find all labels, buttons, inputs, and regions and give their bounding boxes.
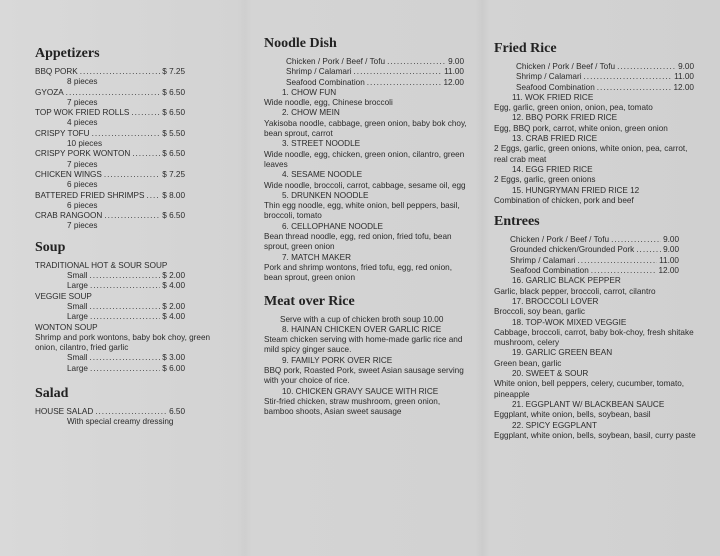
dish-name: 4. SESAME NOODLE	[282, 170, 363, 180]
price-row: Shrimp / Calamari ..... 11.00	[264, 67, 464, 77]
menu-item: GYOZA ..... $ 6.50	[35, 88, 185, 98]
dish-desc: Combination of chicken, pork and beef	[494, 195, 634, 205]
dish-name: 9. FAMILY PORK OVER RICE	[282, 355, 393, 365]
noodle-dishes	[264, 88, 469, 284]
menu-column-left	[35, 46, 235, 428]
meat-rice-intro: Serve with a cup of chicken broth soup 10.00	[280, 314, 444, 324]
dish-name: 15. HUNGRYMAN FRIED RICE 12	[512, 185, 640, 195]
dish-desc: Broccoli, soy bean, garlic	[494, 307, 586, 317]
dish-name: 16. GARLIC BLACK PEPPER	[512, 276, 621, 286]
dish-desc: Eggplant, white onion, bells, soybean, basil	[494, 410, 651, 420]
dish-name: 18. TOP-WOK MIXED VEGGIE	[512, 317, 627, 327]
dish-name: 12. BBQ PORK FRIED RICE	[512, 113, 618, 123]
dish-name: 13. CRAB FRIED RICE	[512, 134, 598, 144]
menu-item-qty: 10 pieces	[67, 139, 103, 149]
menu-item-qty: 7 pieces	[67, 221, 98, 231]
dish-desc: Cabbage, broccoli, carrot, baby bok-choy, fresh shitake mushroom, celery	[494, 327, 694, 348]
soup-list	[35, 261, 235, 374]
dish-desc: Egg, BBQ pork, carrot, white onion, green onion	[494, 123, 668, 133]
menu-item: CHICKEN WINGS ..... $ 7.25	[35, 170, 185, 180]
dish-desc: Thin egg noodle, egg, white onion, bell peppers, basil, broccoli, tomato	[264, 201, 460, 221]
menu-item-qty: 6 pieces	[67, 200, 98, 210]
dish-desc: Wide noodle, broccoli, carrot, cabbage, sesame oil, egg	[264, 180, 466, 190]
menu-column-middle	[264, 36, 474, 418]
fried-rice-dishes	[494, 93, 699, 206]
dish-name: 6. CELLOPHANE NOODLE	[282, 221, 384, 231]
menu-item-qty: 4 pieces	[67, 118, 98, 128]
menu-item-size: Small ..... $ 2.00	[35, 302, 185, 312]
fried-rice-price-list	[494, 62, 694, 93]
menu-item-qty: 6 pieces	[67, 180, 98, 190]
dish-desc: Yakisoba noodle, cabbage, green onion, baby bok choy, bean sprout, carrot	[264, 118, 467, 139]
menu-item: CRISPY TOFU ..... $ 5.50	[35, 129, 185, 139]
menu-item-qty: 7 pieces	[67, 159, 98, 169]
menu-item-name: WONTON SOUP	[35, 322, 98, 332]
dish-name: 22. SPICY EGGPLANT	[512, 420, 597, 430]
menu-item: CRISPY PORK WONTON ..... $ 6.50	[35, 149, 185, 159]
menu-item-size: Large ..... $ 4.00	[35, 312, 185, 322]
dish-name: 17. BROCCOLI LOVER	[512, 296, 599, 306]
dish-desc: Steam chicken serving with home-made garlic rice and mild spicy ginger sauce.	[264, 335, 463, 355]
menu-item-size: Large ..... $ 6.00	[35, 364, 185, 374]
dish-desc: Pork and shrimp wontons, fried tofu, egg, red onion, bean sprout, green onion	[264, 262, 452, 283]
price-row: Chicken / Pork / Beef / Tofu ..... 9.00	[494, 62, 694, 72]
noodle-price-list	[264, 57, 464, 88]
dish-desc: 2 Eggs, garlic, green onions, white onion, pea, carrot, real crab meat	[494, 144, 688, 164]
menu-item-qty: 8 pieces	[67, 77, 98, 87]
menu-item-name: VEGGIE SOUP	[35, 291, 92, 301]
entrees-dishes	[494, 276, 699, 441]
price-row: Grounded chicken/Grounded Pork ..... 9.00	[494, 245, 679, 255]
price-row: Seafood Combination ..... 12.00	[494, 266, 679, 276]
dish-name: 1. CHOW FUN	[282, 87, 337, 97]
dish-name: 19. GARLIC GREEN BEAN	[512, 348, 613, 358]
dish-name: 10. CHICKEN GRAVY SAUCE WITH RICE	[282, 386, 439, 396]
dish-desc: Garlic, black pepper, broccoli, carrot, cilantro	[494, 286, 656, 296]
dish-name: 21. EGGPLANT W/ BLACKBEAN SAUCE	[512, 399, 665, 409]
menu-item: BATTERED FRIED SHRIMPS ..... $ 8.00	[35, 191, 185, 201]
dish-desc: Stir-fried chicken, straw mushroom, green onion, bamboo shoots, Asian sweet sausage	[264, 396, 441, 417]
dish-name: 2. CHOW MEIN	[282, 108, 340, 118]
menu-item: TOP WOK FRIED ROLLS ..... $ 6.50	[35, 108, 185, 118]
meat-rice-heading: Meat over Rice	[264, 293, 355, 309]
dish-desc: Egg, garlic, green onion, onion, pea, tomato	[494, 103, 653, 113]
soup-heading: Soup	[35, 239, 66, 255]
dish-desc: Eggplant, white onion, bells, soybean, basil, curry paste	[494, 430, 696, 440]
menu-item: HOUSE SALAD ..... 6.50	[35, 407, 185, 417]
dish-name: 7. MATCH MAKER	[282, 252, 351, 262]
dish-name: 5. DRUNKEN NOODLE	[282, 190, 369, 200]
dish-desc: Wide noodle, egg, Chinese broccoli	[264, 98, 393, 108]
entrees-price-list	[494, 235, 679, 276]
meat-rice-dishes	[264, 315, 469, 418]
fried-rice-heading: Fried Rice	[494, 41, 557, 56]
price-row: Seafood Combination ..... 12.00	[264, 78, 464, 88]
menu-item-name: TRADITIONAL HOT & SOUR SOUP	[35, 260, 168, 270]
menu-column-right	[494, 41, 704, 441]
appetizers-heading: Appetizers	[35, 46, 100, 61]
dish-desc: Wide noodle, egg, chicken, green onion, cilantro, green leaves	[264, 149, 465, 169]
dish-name: 8. HAINAN CHICKEN OVER GARLIC RICE	[282, 324, 442, 334]
menu-item-size: Small ..... $ 3.00	[35, 353, 185, 363]
noodle-heading: Noodle Dish	[264, 36, 337, 51]
dish-desc: White onion, bell peppers, celery, cucumber, tomato, pineapple	[494, 379, 685, 399]
menu-item-qty: 7 pieces	[67, 97, 98, 107]
dish-name: 3. STREET NOODLE	[282, 139, 361, 149]
entrees-heading: Entrees	[494, 214, 540, 230]
dish-desc: Green bean, garlic	[494, 358, 562, 368]
dish-desc: Bean thread noodle, egg, red onion, fried tofu, bean sprout, green onion	[264, 232, 452, 252]
menu-item-desc: Shrimp and pork wontons, baby bok choy, green onion, cilantro, fried garlic	[35, 332, 211, 353]
dish-name: 11. WOK FRIED RICE	[512, 92, 594, 102]
menu-item-desc: With special creamy dressing	[67, 417, 174, 427]
dish-name: 20. SWEET & SOUR	[512, 369, 589, 379]
menu-item: BBQ PORK ..... $ 7.25	[35, 67, 185, 77]
price-row: Chicken / Pork / Beef / Tofu ..... 9.00	[494, 235, 679, 245]
appetizers-list	[35, 67, 185, 232]
menu-item: CRAB RANGOON ..... $ 6.50	[35, 211, 185, 221]
price-row: Shrimp / Calamari ..... 11.00	[494, 256, 679, 266]
price-row: Chicken / Pork / Beef / Tofu ..... 9.00	[264, 57, 464, 67]
dish-desc: BBQ pork, Roasted Pork, sweet Asian sausage serving with your choice of rice.	[264, 366, 464, 386]
salad-heading: Salad	[35, 386, 69, 402]
menu-item-size: Large ..... $ 4.00	[35, 281, 185, 291]
menu-item-size: Small ..... $ 2.00	[35, 271, 185, 281]
dish-name: 14. EGG FRIED RICE	[512, 164, 593, 174]
dish-desc: 2 Eggs, garlic, green onions	[494, 175, 596, 185]
price-row: Shrimp / Calamari ..... 11.00	[494, 72, 694, 82]
price-row: Seafood Combination ..... 12.00	[494, 83, 694, 93]
